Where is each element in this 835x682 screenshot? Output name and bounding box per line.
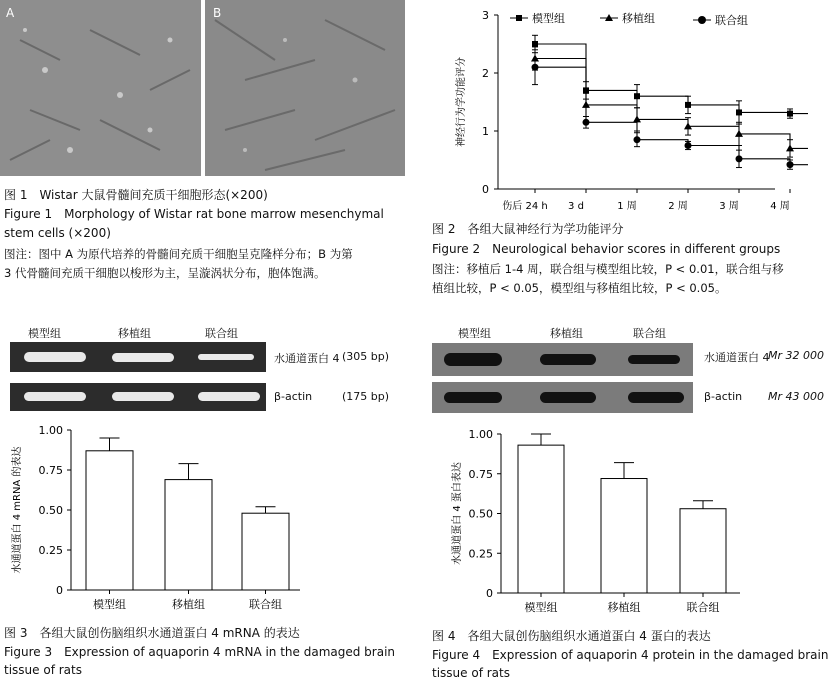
blot-row2-label: β-actin	[704, 390, 743, 403]
fig4-caption-cn: 图 4 各组大鼠创伤脑组织水通道蛋白 4 蛋白的表达	[432, 629, 711, 643]
fig1-caption-en-1: Figure 1 Morphology of Wistar rat bone marrow mesenchymal	[4, 207, 384, 221]
point-circle	[583, 119, 590, 126]
gel-row2-label: β-actin	[274, 390, 313, 403]
y-tick-label: 1.00	[468, 428, 493, 441]
fig1-caption-en-2: stem cells (×200)	[4, 226, 111, 240]
x-tick-label: 1 周	[617, 201, 637, 212]
point-circle	[532, 64, 539, 71]
point-square	[787, 111, 793, 117]
blot-band-actin-2	[540, 392, 596, 403]
x-tick-label: 移植组	[607, 601, 641, 614]
gel-row-aqp4	[10, 342, 266, 372]
gel-band-actin-2	[112, 392, 174, 401]
blot-row-aqp4	[432, 343, 693, 376]
legend-label: 联合组	[715, 14, 748, 27]
point-circle	[685, 142, 692, 149]
fig2-note-2: 植组比较，P < 0.05，模型组与移植组比较，P < 0.05。	[432, 281, 727, 295]
point-square	[532, 41, 538, 47]
gel-band-aqp4-1	[24, 352, 86, 362]
blot-row2-mr: Mr 43 000	[768, 390, 824, 403]
bar	[165, 480, 212, 590]
fig2-note-1: 图注：移植后 1-4 周，联合组与模型组比较，P < 0.01，联合组与移	[432, 262, 784, 276]
legend-marker-circle	[698, 16, 706, 24]
bar	[601, 479, 647, 593]
fig4-caption-en-2: tissue of rats	[432, 666, 510, 680]
behavior-score-chart	[440, 0, 835, 215]
x-tick-label: 2 周	[668, 201, 688, 212]
fig2-caption-cn: 图 2 各组大鼠神经行为学功能评分	[432, 222, 624, 236]
bar	[518, 445, 564, 593]
x-tick-label: 联合组	[686, 601, 720, 614]
blot-band-actin-1	[444, 392, 502, 403]
x-tick-label: 3 d	[568, 201, 584, 212]
blot-group-label-3: 联合组	[633, 327, 666, 340]
protein-bar-chart	[430, 420, 760, 620]
x-tick-label: 移植组	[172, 598, 205, 611]
blot-group-label-1: 模型组	[458, 327, 491, 340]
bar	[680, 509, 726, 593]
y-tick-label: 0.75	[38, 464, 63, 477]
legend-label: 移植组	[622, 12, 655, 25]
point-circle	[736, 155, 743, 162]
blot-band-aqp4-3	[628, 355, 680, 364]
blot-row-actin	[432, 382, 693, 413]
gel-band-aqp4-2	[112, 353, 174, 362]
x-tick-label: 模型组	[524, 601, 558, 614]
gel-band-actin-1	[24, 392, 86, 401]
point-circle	[634, 136, 641, 143]
x-tick-label: 3 周	[719, 201, 739, 212]
x-tick-label: 联合组	[249, 598, 282, 611]
micrograph-panel-a	[0, 0, 201, 176]
gel-band-actin-3	[198, 392, 260, 401]
gel-row2-size: (175 bp)	[342, 390, 390, 403]
gel-group-label-3: 联合组	[205, 327, 238, 340]
x-tick-label: 伤后 24 h	[502, 201, 548, 212]
point-circle	[787, 161, 794, 168]
panel-b-label: B	[213, 6, 222, 20]
gel-group-label-2: 移植组	[118, 327, 151, 340]
y-tick-label: 0.25	[468, 547, 493, 561]
bar	[242, 513, 289, 590]
bar	[86, 451, 133, 590]
blot-band-actin-3	[628, 392, 684, 403]
gel-row-actin	[10, 383, 266, 411]
y-tick-label: 0	[486, 587, 493, 600]
x-tick-label: 模型组	[93, 598, 126, 611]
gel-band-aqp4-3	[198, 354, 254, 360]
blot-band-aqp4-2	[540, 354, 596, 365]
series-line-circle	[535, 67, 808, 164]
micrograph-a-texture	[0, 0, 201, 176]
fig1-note-1: 图注：图中 A 为原代培养的骨髓间充质干细胞呈克隆样分布；B 为第	[4, 247, 353, 261]
gel-row1-label: 水通道蛋白 4	[274, 352, 340, 365]
y-tick-label: 1	[482, 125, 489, 138]
y-tick-label: 1.00	[38, 424, 63, 437]
fig3-caption-en-2: tissue of rats	[4, 663, 82, 677]
micrograph-panel-b	[205, 0, 405, 176]
point-square	[634, 93, 640, 99]
y-tick-label: 0.25	[38, 544, 63, 557]
y-tick-label: 0	[56, 584, 63, 597]
y-tick-label: 3	[482, 9, 489, 22]
y-tick-label: 0.75	[468, 467, 493, 481]
series-line-square	[535, 44, 808, 114]
fig1-note-2: 3 代骨髓间充质干细胞以梭形为主，呈漩涡状分布，胞体饱满。	[4, 266, 326, 280]
point-square	[736, 109, 742, 115]
y-axis-label: 水通道蛋白 4 蛋白表达	[452, 462, 463, 565]
blot-band-aqp4-1	[444, 353, 502, 366]
fig3-caption-cn: 图 3 各组大鼠创伤脑组织水通道蛋白 4 mRNA 的表达	[4, 626, 300, 640]
y-tick-label: 0.50	[468, 507, 493, 521]
y-tick-label: 0	[482, 183, 489, 196]
micrograph-b-texture	[205, 0, 405, 176]
gel-group-label-1: 模型组	[28, 327, 61, 340]
fig4-caption-en-1: Figure 4 Expression of aquaporin 4 protein in the damaged brain	[432, 648, 829, 662]
blot-group-label-2: 移植组	[550, 327, 583, 340]
y-tick-label: 2	[482, 67, 489, 80]
legend-label: 模型组	[532, 12, 565, 25]
x-tick-label: 4 周	[770, 201, 790, 212]
y-tick-label: 0.50	[38, 504, 63, 517]
y-axis-label: 神经行为学功能评分	[456, 57, 467, 147]
point-square	[685, 102, 691, 108]
fig2-caption-en: Figure 2 Neurological behavior scores in different groups	[432, 242, 781, 256]
fig1-caption-cn: 图 1 Wistar 大鼠骨髓间充质干细胞形态(×200)	[4, 188, 268, 202]
blot-row1-mr: Mr 32 000	[768, 349, 824, 362]
legend-marker-square	[516, 15, 522, 21]
y-axis-label: 水通道蛋白 4 mRNA 的表达	[12, 446, 23, 574]
blot-row1-label: 水通道蛋白 4	[704, 351, 770, 364]
mrna-bar-chart	[0, 418, 320, 618]
series-line-triangle	[535, 59, 808, 149]
panel-a-label: A	[6, 6, 15, 20]
gel-row1-size: (305 bp)	[342, 350, 390, 363]
fig3-caption-en-1: Figure 3 Expression of aquaporin 4 mRNA in the damaged brain	[4, 645, 396, 659]
